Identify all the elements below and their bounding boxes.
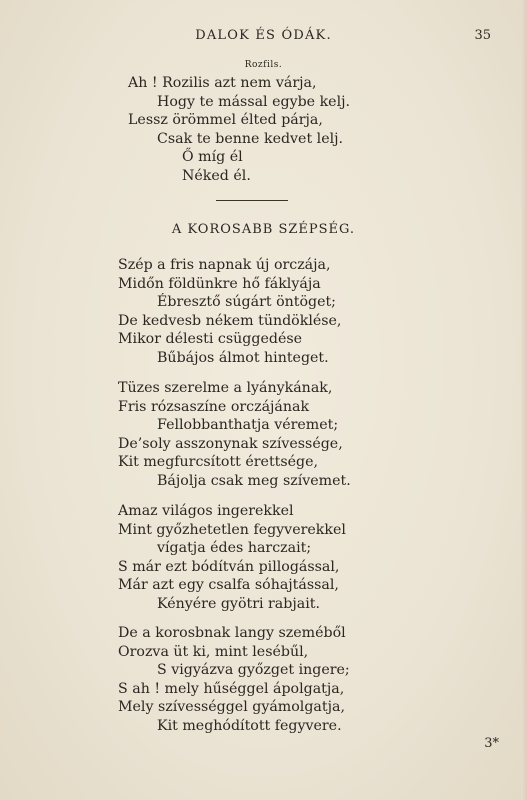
verse-line: Mely szívességgel gyámolgatja, bbox=[118, 699, 345, 716]
section-divider bbox=[216, 200, 288, 201]
running-title: DALOK ÉS ÓDÁK. bbox=[195, 28, 332, 43]
signature-mark: 3* bbox=[484, 736, 499, 751]
page-header bbox=[0, 28, 527, 48]
verse-line: Lessz örömmel élted párja, bbox=[128, 112, 323, 129]
poem-title: A KOROSABB SZÉPSÉG. bbox=[171, 222, 356, 237]
verse-line: Tüzes szerelme a lyánykának, bbox=[118, 380, 333, 396]
verse-line: De kedvesb nékem tündöklése, bbox=[118, 312, 342, 329]
verse-line: S már ezt bódítván pillogással, bbox=[118, 558, 340, 575]
verse-line: Hogy te mással egybe kelj. bbox=[157, 93, 351, 110]
page-number: 35 bbox=[474, 28, 491, 43]
verse-line: Mint győzhetetlen fegyverekkel bbox=[118, 521, 346, 538]
verse-line: Fellobbanthatja véremet; bbox=[157, 417, 339, 434]
verse-line: De’soly asszonynak szívessége, bbox=[118, 435, 343, 452]
verse-line: Ah ! Rozilis azt nem várja, bbox=[128, 75, 317, 91]
verse-line: Ébresztő súgárt öntöget; bbox=[157, 294, 336, 311]
verse-line: Bájolja csak meg szívemet. bbox=[157, 472, 351, 489]
verse-line: Kényére gyötri rabjait. bbox=[157, 595, 320, 612]
stanza-3 bbox=[0, 502, 346, 614]
verse-line: Kit meghódított fegyvere. bbox=[157, 717, 342, 734]
verse-line: vígatja édes harczait; bbox=[157, 540, 312, 557]
speaker-label: Rozfils. bbox=[244, 60, 283, 70]
stanza-4 bbox=[0, 624, 350, 736]
verse-line: Orozva üt ki, mint lesébűl, bbox=[118, 643, 309, 660]
page-edge bbox=[521, 0, 527, 800]
stanza-2 bbox=[0, 379, 351, 491]
verse-line: Szép a fris napnak új orczája, bbox=[118, 257, 331, 273]
verse-line: Amaz világos ingerekkel bbox=[118, 503, 294, 519]
verse-line: Mikor délesti csüggedése bbox=[118, 331, 303, 348]
verse-line: Kit megfurcsított érettsége, bbox=[118, 454, 319, 471]
verse-line: Ő míg él bbox=[182, 149, 243, 166]
verse-line: Néked él. bbox=[182, 167, 251, 184]
verse-line: S ah ! mely hűséggel ápolgatja, bbox=[118, 680, 345, 697]
verse-line: Midőn földünkre hő fáklyája bbox=[118, 275, 321, 292]
verse-line: Bűbájos álmot hinteget. bbox=[157, 349, 329, 366]
verse-line: Már azt egy csalfa sóhajtással, bbox=[118, 577, 339, 594]
verse-line: Csak te benne kedvet lelj. bbox=[157, 130, 344, 147]
stanza-1 bbox=[0, 256, 341, 368]
verse-line: S vigyázva győzget ingere; bbox=[157, 662, 350, 679]
continued-stanza bbox=[0, 74, 350, 186]
verse-line: De a korosbnak langy szeméből bbox=[118, 625, 346, 641]
verse-line: Fris rózsaszíne orczájának bbox=[118, 398, 310, 415]
